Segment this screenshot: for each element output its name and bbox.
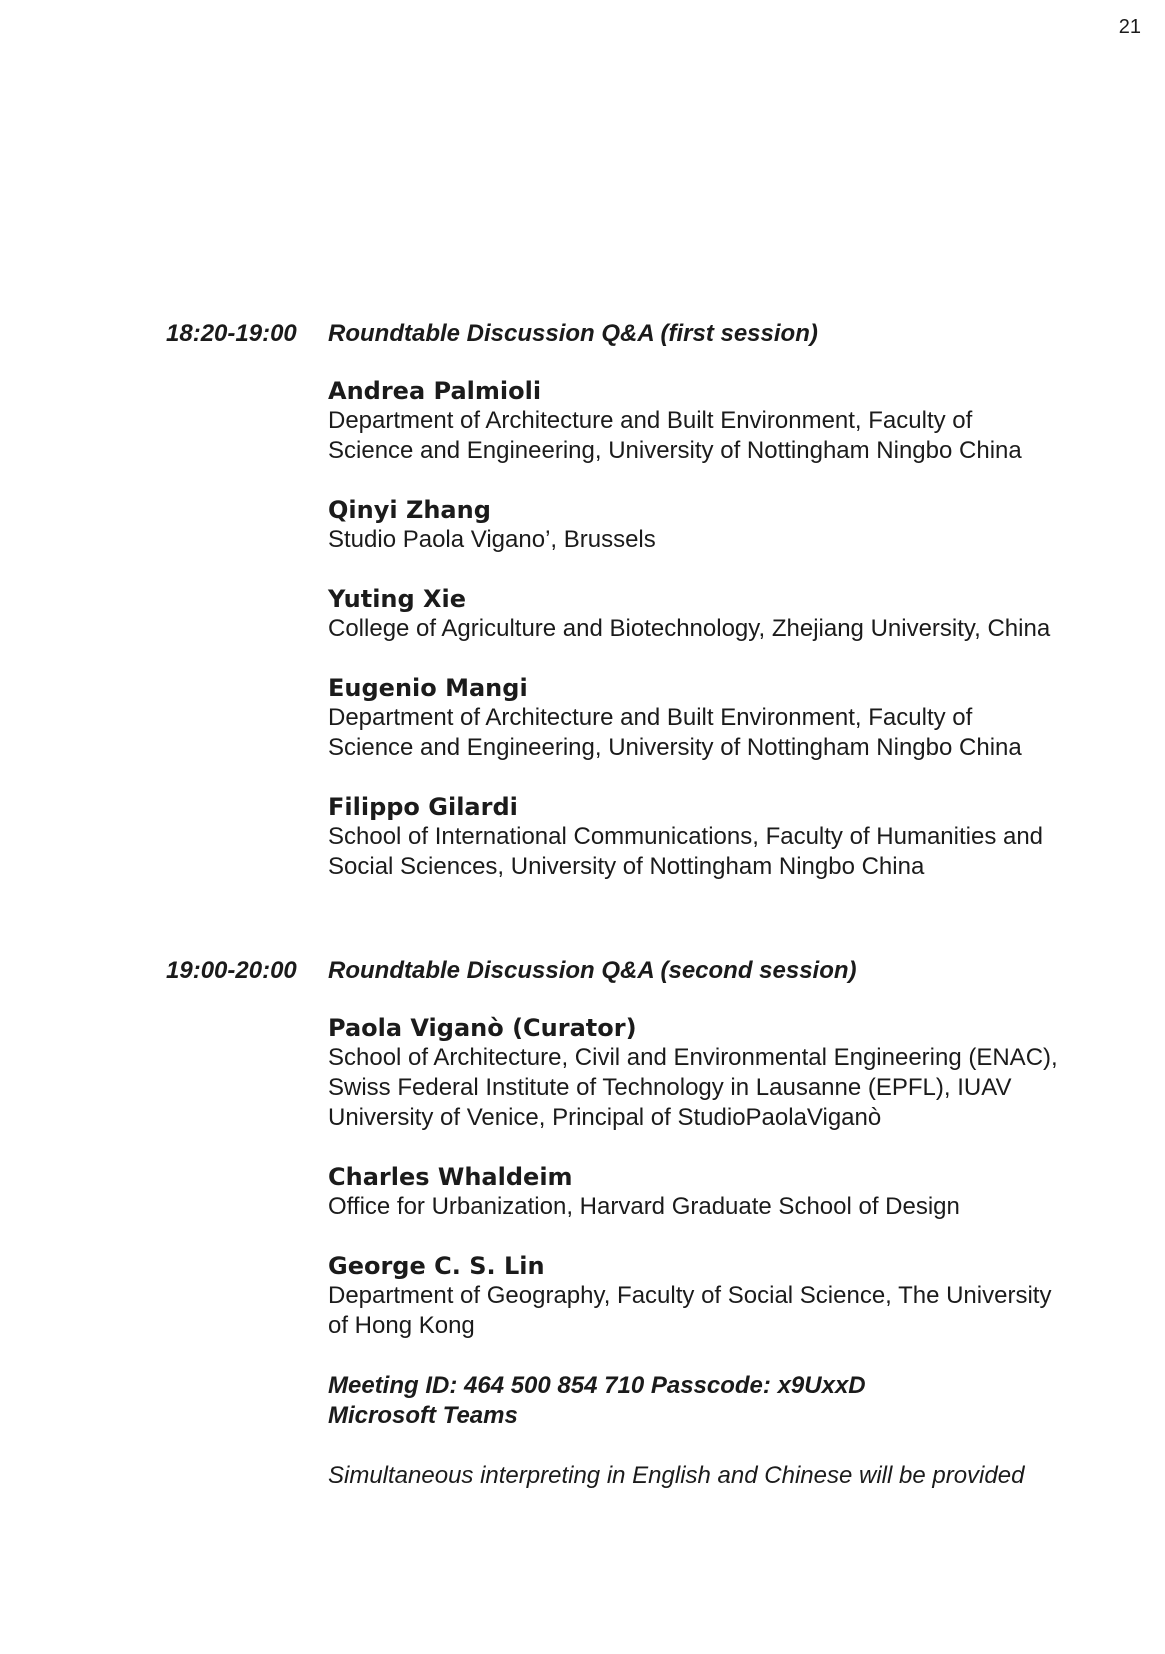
speaker-list (328, 376, 1106, 882)
meeting-platform-line: Microsoft Teams (328, 1402, 518, 1429)
speaker-name: Andrea Palmioli (328, 377, 542, 405)
session-header (166, 320, 1106, 348)
session-title: Roundtable Discussion Q&A (second session) (328, 957, 857, 984)
session-time: 18:20-19:00 (166, 320, 297, 347)
speaker-name: Filippo Gilardi (328, 793, 518, 821)
speaker-name: Paola Viganò (Curator) (328, 1014, 637, 1042)
session-time: 19:00-20:00 (166, 957, 297, 984)
speaker-name: Eugenio Mangi (328, 674, 528, 702)
speaker (328, 792, 1106, 882)
speaker-affiliation-line: Science and Engineering, University of Nottingham Ningbo China (328, 734, 1022, 761)
speaker (328, 1251, 1106, 1341)
speaker (328, 495, 1106, 555)
speaker-affiliation-line: Science and Engineering, University of Nottingham Ningbo China (328, 437, 1022, 464)
speaker-affiliation-line: Department of Architecture and Built Environment, Faculty of (328, 704, 973, 731)
speaker (328, 1013, 1106, 1133)
speaker-affiliation-line: University of Venice, Principal of StudioPaolaViganò (328, 1104, 882, 1131)
speaker-affiliation-line: Social Sciences, University of Nottingham Ningbo China (328, 853, 925, 880)
speaker-name: Qinyi Zhang (328, 496, 491, 524)
speaker (328, 673, 1106, 763)
speaker-affiliation-line: of Hong Kong (328, 1312, 475, 1339)
speaker-affiliation-line: School of Architecture, Civil and Environmental Engineering (ENAC), (328, 1044, 1058, 1071)
speaker-list (328, 1013, 1106, 1341)
speaker-name: George C. S. Lin (328, 1252, 545, 1280)
page-number: 21 (1118, 16, 1141, 38)
session-title: Roundtable Discussion Q&A (first session) (328, 320, 818, 347)
speaker (328, 584, 1106, 644)
speaker (328, 376, 1106, 466)
speaker-affiliation-line: School of International Communications, Faculty of Humanities and (328, 823, 1044, 850)
speaker-affiliation-line: Studio Paola Vigano’, Brussels (328, 526, 656, 553)
session-second (166, 957, 1106, 1491)
speaker-affiliation-line: College of Agriculture and Biotechnology, Zhejiang University, China (328, 615, 1051, 642)
speaker-name: Charles Whaldeim (328, 1163, 573, 1191)
session-first (166, 320, 1106, 882)
meeting-info (328, 1371, 1106, 1431)
session-header (166, 957, 1106, 985)
interpreting-note: Simultaneous interpreting in English and Chinese will be provided (328, 1462, 1025, 1489)
speaker-name: Yuting Xie (328, 585, 467, 613)
meeting-id-line: Meeting ID: 464 500 854 710 Passcode: x9UxxD (328, 1372, 866, 1399)
speaker (328, 1162, 1106, 1222)
speaker-affiliation-line: Department of Architecture and Built Environment, Faculty of (328, 407, 973, 434)
speaker-affiliation-line: Department of Geography, Faculty of Social Science, The University (328, 1282, 1052, 1309)
speaker-affiliation-line: Swiss Federal Institute of Technology in Lausanne (EPFL), IUAV (328, 1074, 1012, 1101)
speaker-affiliation-line: Office for Urbanization, Harvard Graduate School of Design (328, 1193, 960, 1220)
